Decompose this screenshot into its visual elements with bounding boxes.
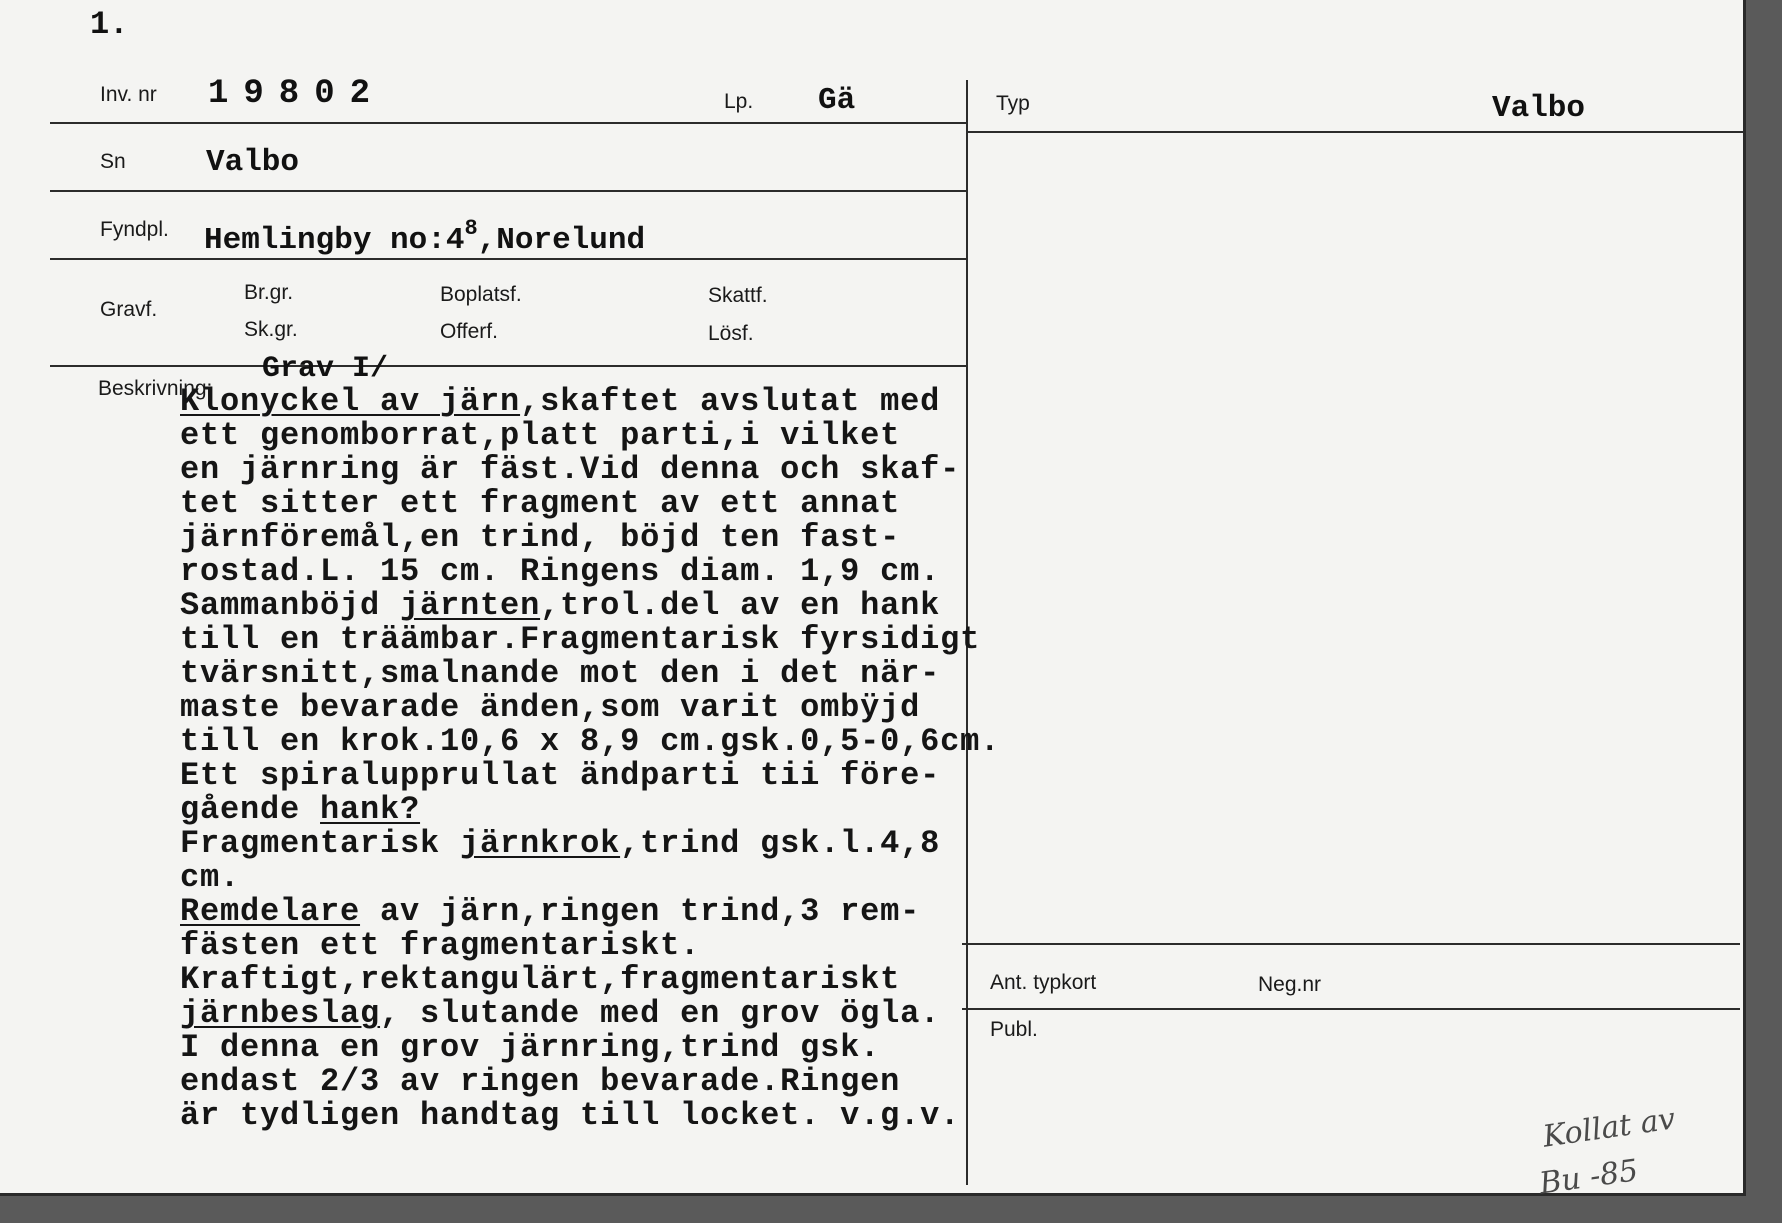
desc-line: rostad.L. 15 cm. Ringens diam. 1,9 cm. bbox=[180, 553, 941, 590]
inv-nr-label: Inv. nr bbox=[100, 83, 157, 106]
lp-label: Lp. bbox=[724, 90, 754, 113]
fyndpl-place: Hemlingby no:4 bbox=[204, 223, 465, 258]
publ-label: Publ. bbox=[990, 1018, 1038, 1041]
handwritten-line: Bu -85 bbox=[1537, 1153, 1641, 1202]
desc-line: är tydligen handtag till locket. v.g.v. bbox=[180, 1097, 961, 1134]
gravf-label: Gravf. bbox=[100, 298, 158, 321]
desc-line: endast 2/3 av ringen bevarade.Ringen bbox=[180, 1063, 901, 1100]
desc-line: fästen ett fragmentariskt. bbox=[180, 927, 701, 964]
desc-text: Sammanböjd bbox=[180, 587, 401, 624]
sn-label: Sn bbox=[100, 150, 126, 173]
desc-line bbox=[180, 385, 1080, 419]
desc-text: ,trol.del av en hank bbox=[540, 587, 941, 624]
desc-keyword: järnten bbox=[400, 587, 541, 624]
desc-line: Ett spiralupprullat ändparti tii före- bbox=[180, 757, 941, 794]
divider-inv bbox=[50, 122, 968, 124]
desc-line bbox=[180, 827, 1080, 861]
divider-typ bbox=[968, 131, 1744, 133]
desc-line: Kraftigt,rektangulärt,fragmentariskt bbox=[180, 961, 901, 998]
desc-text: av järn,ringen trind,3 rem- bbox=[360, 893, 921, 930]
desc-line: ett genomborrat,platt parti,i vilket bbox=[180, 417, 901, 454]
offerf-label: Offerf. bbox=[440, 320, 498, 343]
fyndpl-rest: ,Norelund bbox=[477, 223, 646, 258]
fyndpl-value bbox=[204, 216, 645, 258]
skattf-label: Skattf. bbox=[708, 284, 768, 307]
desc-line bbox=[180, 895, 1080, 929]
desc-text: ,trind gsk.l.4,8 bbox=[620, 825, 941, 862]
lp-value: Gä bbox=[818, 83, 856, 118]
desc-line: tvärsnitt,smalnande mot den i det när- bbox=[180, 655, 941, 692]
fyndpl-superscript: 8 bbox=[464, 216, 478, 241]
sn-value: Valbo bbox=[206, 145, 300, 180]
handwritten-line: Kollat av bbox=[1540, 1101, 1678, 1155]
desc-line: en järnring är fäst.Vid denna och skaf- bbox=[180, 451, 961, 488]
desc-line: I denna en grov järnring,trind gsk. bbox=[180, 1029, 881, 1066]
desc-line: tet sitter ett fragment av ett annat bbox=[180, 485, 901, 522]
desc-line: till en krok.10,6 x 8,9 cm.gsk.0,5-0,6cm. bbox=[180, 723, 1001, 760]
divider-sn bbox=[50, 190, 968, 192]
desc-text: Fragmentarisk bbox=[180, 825, 461, 862]
ant-typkort-label: Ant. typkort bbox=[990, 971, 1097, 994]
divider-gravf bbox=[50, 365, 968, 367]
desc-keyword: järnkrok bbox=[460, 825, 621, 862]
losf-label: Lösf. bbox=[708, 322, 754, 345]
description-text bbox=[180, 385, 1080, 1133]
desc-text: gående bbox=[180, 791, 321, 828]
boplatsf-label: Boplatsf. bbox=[440, 283, 522, 306]
desc-line: maste bevarade änden,som varit ombÿjd bbox=[180, 689, 921, 726]
desc-text: ,skaftet avslutat med bbox=[520, 383, 941, 420]
desc-keyword: hank? bbox=[320, 791, 421, 828]
desc-line bbox=[180, 793, 1080, 827]
sk-gr-label: Sk.gr. bbox=[244, 318, 298, 341]
desc-line bbox=[180, 997, 1080, 1031]
br-gr-label: Br.gr. bbox=[244, 281, 294, 304]
fyndpl-label: Fyndpl. bbox=[100, 218, 169, 241]
neg-nr-label: Neg.nr bbox=[1258, 973, 1322, 996]
desc-keyword: järnbeslag bbox=[180, 995, 381, 1032]
desc-line: cm. bbox=[180, 859, 241, 896]
desc-text: , slutande med en grov ögla. bbox=[380, 995, 941, 1032]
desc-line bbox=[180, 589, 1080, 623]
beskrivning-label: Beskrivning: bbox=[98, 377, 213, 400]
grav-note: Grav I/ bbox=[262, 352, 389, 386]
desc-line: järnföremål,en trind, böjd ten fast- bbox=[180, 519, 901, 556]
divider-fyndpl bbox=[50, 258, 968, 260]
desc-keyword: Klonyckel av järn bbox=[180, 383, 521, 420]
typ-value: Valbo bbox=[1492, 91, 1586, 126]
card-number: 1. bbox=[90, 6, 129, 43]
desc-keyword: Remdelare bbox=[180, 893, 361, 930]
handwritten-note bbox=[1537, 1096, 1685, 1206]
typ-label: Typ bbox=[996, 92, 1030, 115]
inv-nr-value: 19802 bbox=[208, 75, 386, 113]
desc-line: till en träämbar.Fragmentarisk fyrsidigt bbox=[180, 621, 981, 658]
